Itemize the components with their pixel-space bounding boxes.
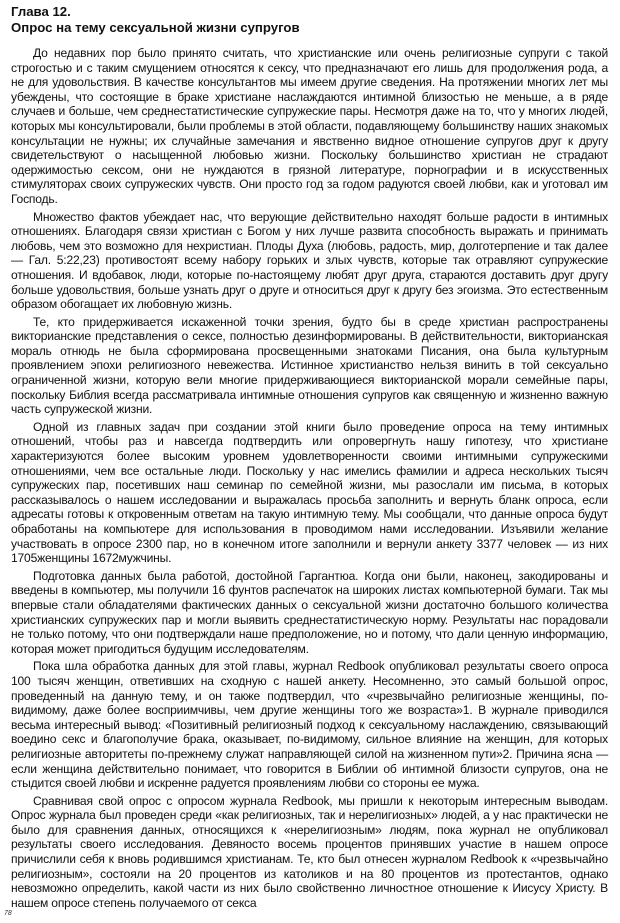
paragraph: Пока шла обработка данных для этой главы, журнал Redbook опубликовал результаты своего опроса 100 тысяч женщин, ответивших на сходную с нашей анкету. Несомненно, это самый большой опрос, проведенный на данную тему, и он также подтвердил, что «чрезвычайно религиозные женщины, по-видимому, даже более восприимчивы, чем другие женщины того же возраста»1. В журнале приводился весьма интересный вывод: «Позитивный религиозный подход к сексуальному наслаждению, связывающий воедино секс и благополучие брака, оказывает, по-видимому, сильное влияние на женщин, для которых религиозные авторитеты по-прежнему служат направляющей силой на жизненном пути»2. Причина ясна — если женщина действительно понимает, что говорится в Библии об интимной близости супругов, она не стыдится своей любви и искренне радуется проявлениям любви со стороны ее мужа. bbox=[11, 659, 608, 791]
paragraph: Сравнивая свой опрос с опросом журнала Redbook, мы пришли к некоторым интересным выводам. Опрос журнала был проведен среди «как религиозных, так и нерелигиозных» людей, а у нас практически не было для сравнения данных, относящихся к «нерелигиозным» людям, пока журнал не опубликовал результаты своего исследования. Девяносто восемь процентов принявших участие в нашем опросе причислили себя к вновь родившимся христианам. Те, кто был отнесен журналом Redbook к «чрезвычайно религиозным», состояли на 20 процентов из католиков и на 80 процентов из протестантов, однако невозможно определить, какой части из них было свойственно личностное отношение к Иисусу Христу. В нашем опросе степень получаемого от секса bbox=[11, 793, 608, 910]
paragraph: До недавних пор было принято считать, что христианские или очень религиозные супруги с такой строгостью и с таким смущением относятся к сексу, что предназначают его лишь для продолжения рода, а не для удовольствия. В качестве консультантов мы имеем другие сведения. На протяжении многих лет мы убеждены, что состоящие в браке христиане наслаждаются интимной близостью не меньше, а в ряде случаев и больше, чем среднестатистические супружеские пары. Несмотря даже на то, что у многих людей, которых мы консультировали, были проблемы в этой области, подавляющему большинству наших знакомых консультации не нужны; их случайные замечания и явственно видное отношение супругов друг к другу свидетельствуют о насыщенной любовью жизни. Поскольку большинство христиан не страдают одержимостью сексом, они не нуждаются в грязной литературе, порнографии и в искусственных стимуляторах своих супружеских чувств. Они просто год за годом радуются своей любви, как и уготовал им Господь. bbox=[11, 46, 608, 206]
paragraph: Множество фактов убеждает нас, что верующие действительно находят больше радости в интимных отношениях. Благодаря связи христиан с Богом у них лучше развита способность выражать и принимать любовь, чем это возможно для нехристиан. Плоды Духа (любовь, радость, мир, долготерпение и так далее — Гал. 5:22,23) противостоят всему набору горьких и злых чувств, которые так отравляют супружеские отношения. И вдобавок, люди, которые по-настоящему любят друг друга, стараются доставить друг другу больше удовольствия, больше узнать друг о друге и относиться друг к другу без эгоизма. Это естественным образом обогащает их любовную жизнь. bbox=[11, 209, 608, 312]
paragraph: Подготовка данных была работой, достойной Гаргантюа. Когда они были, наконец, закодированы и введены в компьютер, мы получили 16 фунтов распечаток на широких листах компьютерной бумаги. Так мы впервые стали обладателями фактических данных о сексуальной жизни достаточно большого количества христианских супружеских пар и могли выявить среднестатистическую норму. Результаты нас порадовали не только потому, что они подтверждали наше предположение, но и потому, что дали ценную информацию, которая может пригодиться будущим исследователям. bbox=[11, 568, 608, 656]
paragraph: Одной из главных задач при создании этой книги было проведение опроса на тему интимных отношений, чтобы раз и навсегда подтвердить или опровергнуть нашу гипотезу, что христиане характеризуются более высоким уровнем удовлетворенности своими интимными супружескими отношениями, чем все остальные люди. Поскольку у нас имелись фамилии и адреса нескольких тысяч супружеских пар, посетивших наш семинар по семейной жизни, мы разослали им письма, в которых рассказывалось о нашем исследовании и выражалась просьба заполнить и вернуть бланк опроса, если адресаты готовы к откровенным ответам на такую интимную тему. Мы сообщали, что данные опроса будут обработаны на компьютере для использования в проводимом нами исследовании. Изъявили желание участвовать в опросе 2300 пар, но в конечном итоге заполнили и вернули анкету 3377 человек — из них 1705женщины 1672мужчины. bbox=[11, 419, 608, 566]
paragraph: Те, кто придерживается искаженной точки зрения, будто бы в среде христиан распространены викторианские представления о сексе, полностью дезинформированы. В действительности, викторианская мораль отнюдь не была сформирована просвещенными знатоками Писания, она была культурным проявлением эпохи религиозного невежества. Истинное христианство нельзя винить в той сексуально ограниченной жизни, которую вели многие придерживающиеся викторианской морали семейные пары, поскольку Библия всегда рассматривала интимные отношения супругов как священную и жизненно важную часть супружеской жизни. bbox=[11, 314, 608, 417]
chapter-body bbox=[11, 46, 608, 910]
page-number: 78 bbox=[4, 910, 12, 917]
chapter-number: Глава 12. bbox=[11, 4, 71, 19]
chapter-title: Опрос на тему сексуальной жизни супругов bbox=[11, 20, 300, 35]
